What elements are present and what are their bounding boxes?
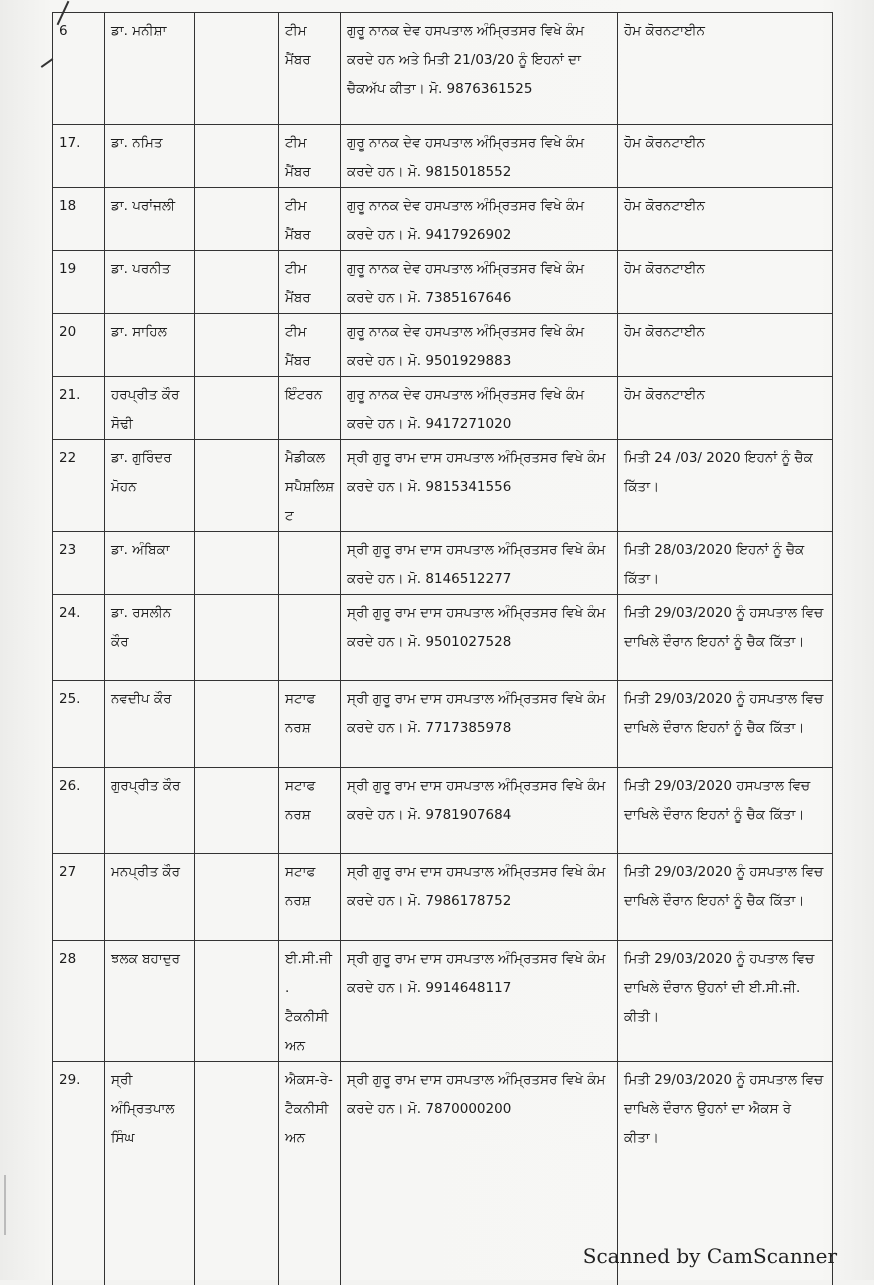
- serial-number: 20: [53, 314, 105, 377]
- person-name: ਹਰਪ੍ਰੀਤ ਕੌਰ ਸੋਢੀ: [105, 377, 195, 440]
- empty-cell: [195, 251, 279, 314]
- remark: ਹੋਮ ਕੋਰਨਟਾਈਨ: [618, 251, 833, 314]
- role: [279, 532, 341, 595]
- scanner-watermark: Scanned by CamScanner: [582, 1244, 837, 1268]
- person-name: ਡਾ. ਗੁਰਿੰਦਰ ਮੋਹਨ: [105, 440, 195, 532]
- serial-number: 28: [53, 941, 105, 1062]
- empty-cell: [195, 188, 279, 251]
- person-name: ਝਲਕ ਬਹਾਦੁਰ: [105, 941, 195, 1062]
- person-name: ਡਾ. ਸਾਹਿਲ: [105, 314, 195, 377]
- table-row: [53, 532, 833, 595]
- work-details: ਸ੍ਰੀ ਗੁਰੂ ਰਾਮ ਦਾਸ ਹਸਪਤਾਲ ਅੰਮ੍ਰਿਤਸਰ ਵਿਖੇ ਕੰਮ ਕਰਦੇ ਹਨ। ਮੋ. 9501027528: [341, 595, 618, 681]
- empty-cell: [195, 595, 279, 681]
- work-details: ਸ੍ਰੀ ਗੁਰੂ ਰਾਮ ਦਾਸ ਹਸਪਤਾਲ ਅੰਮ੍ਰਿਤਸਰ ਵਿਖੇ ਕੰਮ ਕਰਦੇ ਹਨ। ਮੋ. 7717385978: [341, 681, 618, 768]
- serial-number: 21.: [53, 377, 105, 440]
- remark: ਹੋਮ ਕੋਰਨਟਾਈਨ: [618, 13, 833, 125]
- empty-cell: [195, 314, 279, 377]
- role: ਸਟਾਫ ਨਰਸ਼: [279, 681, 341, 768]
- table-row: [53, 854, 833, 941]
- role: ਟੀਮ ਮੈਂਬਰ: [279, 314, 341, 377]
- work-details: ਸ੍ਰੀ ਗੁਰੂ ਰਾਮ ਦਾਸ ਹਸਪਤਾਲ ਅੰਮ੍ਰਿਤਸਰ ਵਿਖੇ ਕੰਮ ਕਰਦੇ ਹਨ। ਮੋ. 7986178752: [341, 854, 618, 941]
- empty-cell: [195, 681, 279, 768]
- person-name: ਡਾ. ਨਮਿਤ: [105, 125, 195, 188]
- role: ਟੀਮ ਮੈਂਬਰ: [279, 13, 341, 125]
- person-name: ਨਵਦੀਪ ਕੌਰ: [105, 681, 195, 768]
- empty-cell: [195, 1062, 279, 1285]
- remark: ਹੋਮ ਕੋਰਨਟਾਈਨ: [618, 377, 833, 440]
- remark: ਮਿਤੀ 29/03/2020 ਨੂੰ ਹਸਪਤਾਲ ਵਿਚ ਦਾਖਿਲੇ ਦੌਰਾਨ ਉਹਨਾਂ ਦਾ ਐਕਸ ਰੇ ਕੀਤਾ।: [618, 1062, 833, 1285]
- serial-number: 29.: [53, 1062, 105, 1285]
- serial-number: 25.: [53, 681, 105, 768]
- role: ਸਟਾਫ ਨਰਸ਼: [279, 768, 341, 854]
- work-details: ਗੁਰੂ ਨਾਨਕ ਦੇਵ ਹਸਪਤਾਲ ਅੰਮ੍ਰਿਤਸਰ ਵਿਖੇ ਕੰਮ ਕਰਦੇ ਹਨ। ਮੋ. 9417926902: [341, 188, 618, 251]
- role: ਮੈਡੀਕਲ ਸਪੈਸ਼ਲਿਸ਼ਟ: [279, 440, 341, 532]
- role: ਇੰਟਰਨ: [279, 377, 341, 440]
- role: ਟੀਮ ਮੈਂਬਰ: [279, 125, 341, 188]
- table-row: [53, 125, 833, 188]
- table-row: [53, 595, 833, 681]
- serial-number: 26.: [53, 768, 105, 854]
- work-details: ਸ੍ਰੀ ਗੁਰੂ ਰਾਮ ਦਾਸ ਹਸਪਤਾਲ ਅੰਮ੍ਰਿਤਸਰ ਵਿਖੇ ਕੰਮ ਕਰਦੇ ਹਨ। ਮੋ. 9815341556: [341, 440, 618, 532]
- serial-number: 18: [53, 188, 105, 251]
- remark: ਮਿਤੀ 29/03/2020 ਹਸਪਤਾਲ ਵਿਚ ਦਾਖਿਲੇ ਦੌਰਾਨ ਇਹਨਾਂ ਨੂੰ ਚੈਕ ਕਿੱਤਾ।: [618, 768, 833, 854]
- empty-cell: [195, 532, 279, 595]
- role: ਟੀਮ ਮੈਂਬਰ: [279, 251, 341, 314]
- person-name: ਗੁਰਪ੍ਰੀਤ ਕੌਰ: [105, 768, 195, 854]
- remark: ਮਿਤੀ 24 /03/ 2020 ਇਹਨਾਂ ਨੂੰ ਚੈਕ ਕਿੱਤਾ।: [618, 440, 833, 532]
- person-name: ਡਾ. ਅੰਬਿਕਾ: [105, 532, 195, 595]
- table-row: [53, 251, 833, 314]
- role: [279, 595, 341, 681]
- table-row: [53, 377, 833, 440]
- work-details: ਗੁਰੂ ਨਾਨਕ ਦੇਵ ਹਸਪਤਾਲ ਅੰਮ੍ਰਿਤਸਰ ਵਿਖੇ ਕੰਮ ਕਰਦੇ ਹਨ। ਮੋ. 9417271020: [341, 377, 618, 440]
- remark: ਹੋਮ ਕੋਰਨਟਾਈਨ: [618, 188, 833, 251]
- role: ਟੀਮ ਮੈਂਬਰ: [279, 188, 341, 251]
- serial-number: 17.: [53, 125, 105, 188]
- staff-table: [52, 12, 833, 1285]
- role: ਐਕਸ-ਰੇ- ਟੈਕਨੀਸੀਅਨ: [279, 1062, 341, 1285]
- empty-cell: [195, 854, 279, 941]
- work-details: ਗੁਰੂ ਨਾਨਕ ਦੇਵ ਹਸਪਤਾਲ ਅੰਮ੍ਰਿਤਸਰ ਵਿਖੇ ਕੰਮ ਕਰਦੇ ਹਨ। ਮੋ. 9815018552: [341, 125, 618, 188]
- serial-number: 19: [53, 251, 105, 314]
- table-row: [53, 768, 833, 854]
- empty-cell: [195, 125, 279, 188]
- work-details: ਗੁਰੂ ਨਾਨਕ ਦੇਵ ਹਸਪਤਾਲ ਅੰਮ੍ਰਿਤਸਰ ਵਿਖੇ ਕੰਮ ਕਰਦੇ ਹਨ। ਮੋ. 7385167646: [341, 251, 618, 314]
- empty-cell: [195, 13, 279, 125]
- person-name: ਡਾ. ਪਰਾਂਜਲੀ: [105, 188, 195, 251]
- remark: ਮਿਤੀ 29/03/2020 ਨੂੰ ਹਸਪਤਾਲ ਵਿਚ ਦਾਖਿਲੇ ਦੌਰਾਨ ਇਹਨਾਂ ਨੂੰ ਚੈਕ ਕਿੱਤਾ।: [618, 854, 833, 941]
- work-details: ਸ੍ਰੀ ਗੁਰੂ ਰਾਮ ਦਾਸ ਹਸਪਤਾਲ ਅੰਮ੍ਰਿਤਸਰ ਵਿਖੇ ਕੰਮ ਕਰਦੇ ਹਨ। ਮੋ. 9781907684: [341, 768, 618, 854]
- table-row: [53, 13, 833, 125]
- table-row: [53, 314, 833, 377]
- role: ਸਟਾਫ ਨਰਸ਼: [279, 854, 341, 941]
- serial-number: 23: [53, 532, 105, 595]
- serial-number: 24.: [53, 595, 105, 681]
- remark: ਮਿਤੀ 28/03/2020 ਇਹਨਾਂ ਨੂੰ ਚੈਕ ਕਿੱਤਾ।: [618, 532, 833, 595]
- remark: ਹੋਮ ਕੋਰਨਟਾਈਨ: [618, 125, 833, 188]
- remark: ਮਿਤੀ 29/03/2020 ਨੂੰ ਹਸਪਤਾਲ ਵਿਚ ਦਾਖਿਲੇ ਦੌਰਾਨ ਇਹਨਾਂ ਨੂੰ ਚੈਕ ਕਿੱਤਾ।: [618, 681, 833, 768]
- empty-cell: [195, 440, 279, 532]
- scan-edge-mark: [4, 1175, 6, 1235]
- table-row: [53, 681, 833, 768]
- table-row: [53, 440, 833, 532]
- person-name: ਡਾ. ਰਸਲੀਨ ਕੌਰ: [105, 595, 195, 681]
- serial-number: 27: [53, 854, 105, 941]
- serial-number: 22: [53, 440, 105, 532]
- work-details: ਸ੍ਰੀ ਗੁਰੂ ਰਾਮ ਦਾਸ ਹਸਪਤਾਲ ਅੰਮ੍ਰਿਤਸਰ ਵਿਖੇ ਕੰਮ ਕਰਦੇ ਹਨ। ਮੋ. 7870000200: [341, 1062, 618, 1285]
- remark: ਮਿਤੀ 29/03/2020 ਨੂੰ ਹਸਪਤਾਲ ਵਿਚ ਦਾਖਿਲੇ ਦੌਰਾਨ ਇਹਨਾਂ ਨੂੰ ਚੈਕ ਕਿੱਤਾ।: [618, 595, 833, 681]
- person-name: ਡਾ. ਪਰਨੀਤ: [105, 251, 195, 314]
- person-name: ਸ੍ਰੀ ਅੰਮ੍ਰਿਤਪਾਲ ਸਿੰਘ: [105, 1062, 195, 1285]
- serial-number: 6: [53, 13, 105, 125]
- empty-cell: [195, 768, 279, 854]
- work-details: ਗੁਰੂ ਨਾਨਕ ਦੇਵ ਹਸਪਤਾਲ ਅੰਮ੍ਰਿਤਸਰ ਵਿਖੇ ਕੰਮ ਕਰਦੇ ਹਨ ਅਤੇ ਮਿਤੀ 21/03/20 ਨੂੰ ਇਹਨਾਂ ਦਾ ਚੈਕਅੱਪ ਕੀਤਾ। ਮੋ. 9876361525: [341, 13, 618, 125]
- table-row: [53, 188, 833, 251]
- empty-cell: [195, 941, 279, 1062]
- remark: ਹੋਮ ਕੋਰਨਟਾਈਨ: [618, 314, 833, 377]
- empty-cell: [195, 377, 279, 440]
- work-details: ਸ੍ਰੀ ਗੁਰੂ ਰਾਮ ਦਾਸ ਹਸਪਤਾਲ ਅੰਮ੍ਰਿਤਸਰ ਵਿਖੇ ਕੰਮ ਕਰਦੇ ਹਨ। ਮੋ. 8146512277: [341, 532, 618, 595]
- person-name: ਮਨਪ੍ਰੀਤ ਕੌਰ: [105, 854, 195, 941]
- person-name: ਡਾ. ਮਨੀਸ਼ਾ: [105, 13, 195, 125]
- remark: ਮਿਤੀ 29/03/2020 ਨੂੰ ਹਪਤਾਲ ਵਿਚ ਦਾਖਿਲੇ ਦੌਰਾਨ ਉਹਨਾਂ ਦੀ ਈ.ਸੀ.ਜੀ. ਕੀਤੀ।: [618, 941, 833, 1062]
- role: ਈ.ਸੀ.ਜੀ . ਟੈਕਨੀਸੀਅਨ: [279, 941, 341, 1062]
- work-details: ਸ੍ਰੀ ਗੁਰੂ ਰਾਮ ਦਾਸ ਹਸਪਤਾਲ ਅੰਮ੍ਰਿਤਸਰ ਵਿਖੇ ਕੰਮ ਕਰਦੇ ਹਨ। ਮੋ. 9914648117: [341, 941, 618, 1062]
- work-details: ਗੁਰੂ ਨਾਨਕ ਦੇਵ ਹਸਪਤਾਲ ਅੰਮ੍ਰਿਤਸਰ ਵਿਖੇ ਕੰਮ ਕਰਦੇ ਹਨ। ਮੋ. 9501929883: [341, 314, 618, 377]
- table-row: [53, 941, 833, 1062]
